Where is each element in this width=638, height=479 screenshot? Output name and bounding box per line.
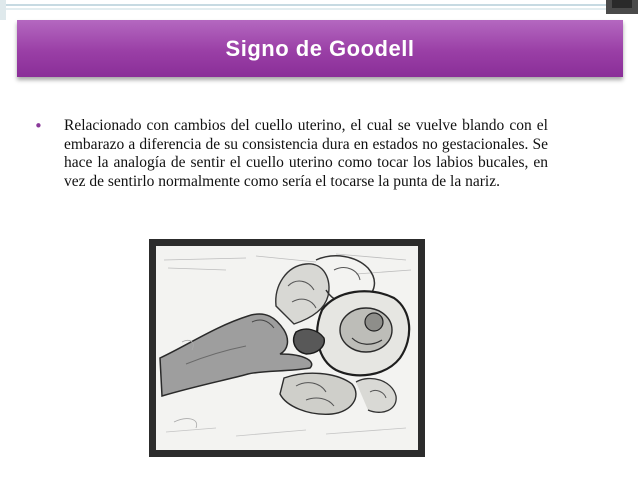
bullet-text: Relacionado con cambios del cuello uterino, el cual se vuelve blando con el embarazo a diferencia de su consistencia dura en estados no gestacionales. Se hace la analogía de sentir el cuello uterino como tocar los labios bucales, en vez de sentirlo normalmente como sería el tocarse la punta de la nariz.	[64, 117, 548, 190]
slide-content	[34, 117, 548, 191]
bullet-item	[34, 117, 548, 191]
slide-title: Signo de Goodell	[225, 35, 415, 61]
bullet-icon: •	[34, 117, 43, 135]
illustration-drawing	[156, 246, 418, 450]
corner-decoration	[0, 0, 638, 20]
anatomical-illustration	[149, 239, 425, 457]
title-bar	[17, 20, 623, 77]
